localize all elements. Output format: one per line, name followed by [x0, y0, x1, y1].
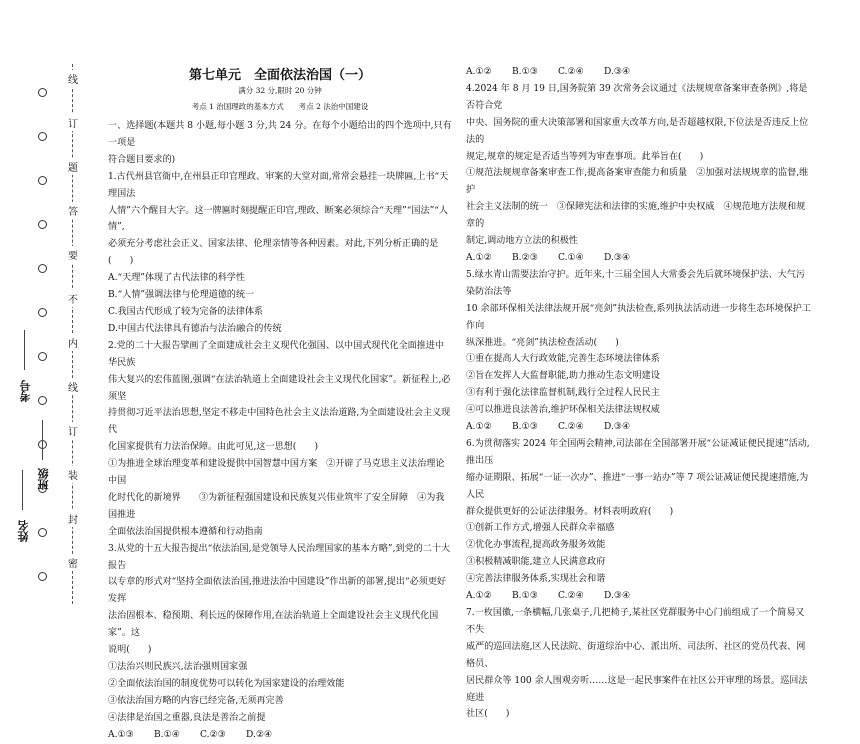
binding-hole: [38, 572, 47, 581]
text-line: 群众提供更好的公证法律服务。材料表明政府( ): [466, 506, 674, 517]
text-line: 6.为贯彻落实 2024 年全国两会精神,司法部在全国部署开展“公证减证便民提速”活动,推出压: [466, 438, 810, 466]
cut-word: 订: [68, 114, 78, 131]
text-line: 一、选择题(本题共 8 小题,每小题 3 分,共 24 分。在每个小题给出的四个选项中,只有一项是: [108, 121, 452, 148]
q6-options: [466, 588, 811, 605]
option: D.③④: [604, 252, 631, 263]
field-name: 姓名: [17, 520, 30, 542]
text-line: 制定,调动地方立法的积极性: [466, 236, 579, 247]
text-line: 伟大复兴的宏伟蓝图,强调“在法治轨道上全面建设社会主义现代化国家”。新征程上,必须坚: [108, 374, 451, 402]
text-line: 纵深推进。“亮剑”执法检查活动( ): [466, 337, 619, 348]
option: B.①③: [512, 67, 538, 77]
option: D.③④: [604, 591, 631, 602]
text-line: ①法治兴则民族兴,法治强则国家强: [108, 662, 248, 672]
text-line: 居民群众等 100 余人围观旁听……这是一起民事案件在社区公开审理的场景。巡回法庭进: [466, 675, 808, 703]
text-line: ①规范法规规章备案审查工作,提高备案审查能力和质量 ②加强对法规规章的监督,维护: [466, 168, 809, 196]
cut-word: 答: [68, 202, 78, 219]
cut-word: 订: [68, 422, 78, 439]
text-line: 中央、国务院的重大决策部署和国家重大改革方向,是否超越权限,下位法是否违反上位法的: [466, 117, 809, 145]
option: D.②④: [246, 729, 273, 740]
text-line: ③依法治国方略的内容已经完备,无须再完善: [108, 695, 284, 706]
cut-word: 要: [68, 246, 78, 263]
q3-options: [108, 727, 452, 744]
field-line: [42, 420, 43, 460]
text-line: ④完善法律服务体系,实现社会和谐: [466, 574, 606, 585]
text-line: 必须充分考虑社会正义、国家法律、伦理亲情等各种因素。对此,下列分析正确的是( ): [108, 239, 439, 267]
binding-hole: [38, 132, 47, 141]
option: B.②③: [512, 252, 538, 263]
binding-margin: [0, 0, 100, 608]
binding-hole: [38, 308, 47, 317]
text-line: 人情”六个醒目大字。这一牌匾时刻提醒正印官,理政、断案必须综合“天理”“国法”“人情”,: [108, 205, 448, 233]
cut-word: 题: [68, 158, 78, 175]
exam-points: 考点 1 治国理政的基本方式 考点 2 法治中国建设: [191, 102, 369, 111]
text-line: 3.从党的十五大报告提出“依法治国,是党领导人民治理国家的基本方略”,到党的二十大报告: [108, 543, 451, 571]
right-column: [466, 64, 811, 723]
option: C.①④: [558, 252, 584, 263]
option: C.②④: [558, 591, 584, 602]
text-line: 说明( ): [108, 645, 152, 656]
score-time: 满分 32 分,限时 20 分钟: [238, 86, 322, 95]
option: B.①③: [512, 591, 538, 602]
field-exam-number: 考号: [19, 380, 32, 402]
cut-word: 密: [68, 554, 78, 571]
field-class: 班级: [37, 468, 50, 490]
cut-word: 内: [68, 334, 78, 351]
option: A.①②: [466, 591, 492, 602]
binding-hole: [38, 528, 47, 537]
text-line: ①重在提高人大行政效能,完善生态环境法律体系: [466, 354, 660, 365]
text-line: A.“天理”体现了古代法律的科学性: [108, 273, 245, 284]
binding-hole: [38, 396, 47, 405]
field-line: [24, 330, 25, 370]
text-line: ③积极精减职能,建立人民满意政府: [466, 557, 606, 568]
cut-word: 线: [68, 70, 78, 87]
binding-hole: [38, 220, 47, 229]
text-line: ①创新工作方式,增强人民群众幸福感: [466, 523, 615, 534]
cut-word: 不: [68, 290, 78, 307]
text-line: 1.古代州县官衙中,在州县正印官理政、审案的大堂对面,常常会悬挂一块牌匾,上书“天理国法: [108, 171, 449, 199]
binding-hole: [38, 352, 47, 361]
text-line: 法治固根本、稳预期、利长远的保障作用,在法治轨道上全面建设社会主义现代化国家”。这: [108, 611, 439, 639]
text-line: C.我国古代形成了较为完备的法律体系: [108, 306, 264, 317]
text-line: 7.一枚国徽,一条横幅,几张桌子,几把椅子,某社区党群服务中心门前组成了一个简易又不失: [466, 608, 805, 635]
text-line: 10 余部环保相关法律法规开展“亮剑”执法检查,系列执法活动进一步将生态环境保护工作向: [466, 303, 811, 331]
text-line: 持贯彻习近平法治思想,坚定不移走中国特色社会主义法治道路,为全面建设社会主义现代: [108, 408, 451, 436]
text-line: ④可以推进良法善治,维护环保相关法律法规权威: [466, 405, 660, 416]
option: B.①④: [154, 729, 180, 740]
text-line: 以专章的形式对“坚持全面依法治国,推进法治中国建设”作出新的部署,提出“必须更好发挥: [108, 577, 447, 605]
field-line: [22, 470, 23, 510]
text-line: ④法律是治国之重器,良法是善治之前提: [108, 712, 266, 723]
text-line: 5.绿水青山需要法治守护。近年来,十三届全国人大常委会先后就环境保护法、大气污染防治法等: [466, 269, 805, 297]
option: C.②④: [558, 422, 584, 433]
text-line: 社会主义法制的统一 ③保障宪法和法律的实施,维护中央权威 ④规范地方法规和规章的: [466, 202, 806, 230]
text-line: ②旨在发挥人大监督职能,助力推动生态文明建设: [466, 371, 660, 382]
left-column: [108, 118, 452, 744]
text-line: 全面依法治国提供根本遵循和行动指南: [108, 526, 263, 537]
option: A.①②: [466, 67, 492, 77]
text-line: 缩办证期限、拓展“一证一次办”、推进“一事一站办”等 7 项公证减证便民提速措施,为人民: [466, 472, 809, 500]
text-line: B.“人情”强调法律与伦理道德的统一: [108, 290, 255, 301]
option: D.③④: [604, 422, 631, 433]
text-line: 威严的巡回法庭,区人民法院、街道综治中心、派出所、司法所、社区的党员代表、网格员、: [466, 641, 806, 669]
binding-hole: [38, 264, 47, 273]
page-title: 第七单元 全面依法治国（一）: [188, 68, 371, 83]
cut-word: 线: [68, 378, 78, 395]
text-line: 4.2024 年 8 月 19 日,国务院第 39 次常务会议通过《法规规章备案审查条例》,将是否符合党: [466, 83, 808, 111]
text-line: 化时代化的新境界 ③为新征程强国建设和民族复兴伟业筑牢了安全屏障 ④为我国推进: [108, 492, 445, 520]
text-line: 社区( ): [466, 709, 510, 720]
text-line: 化国家提供有力法治保障。由此可见,这一思想( ): [108, 442, 319, 453]
text-line: 规定,规章的规定是否适当等列为审查事项。此举旨在( ): [466, 151, 704, 162]
text-line: 符合题目要求的): [108, 154, 176, 165]
option: A.①②: [466, 252, 492, 263]
text-line: ②优化办事流程,提高政务服务效能: [466, 540, 606, 551]
option: A.①③: [108, 729, 134, 740]
binding-hole: [38, 88, 47, 97]
text-line: D.中国古代法律具有德治与法治融合的传统: [108, 323, 282, 334]
text-line: ①为推进全球治理变革和建设提供中国智慧中国方案 ②开辟了马克思主义法治理论中国: [108, 459, 445, 487]
text-line: 2.党的二十大报告擘画了全面建成社会主义现代化强国、以中国式现代化全面推进中华民族: [108, 340, 445, 368]
option: C.②③: [200, 729, 226, 740]
option: A.①②: [466, 422, 492, 433]
option: B.①③: [512, 422, 538, 433]
q5-options: [466, 419, 811, 436]
cut-word: 装: [68, 466, 78, 483]
text-line: ③有利于强化法律监督机制,践行全过程人民民主: [466, 388, 660, 399]
q7prev-options: [466, 64, 811, 81]
option: C.②④: [558, 67, 584, 77]
q4-options: [466, 250, 811, 267]
cut-word: 封: [68, 510, 78, 527]
binding-hole: [38, 176, 47, 185]
text-line: ②全面依法治国的制度优势可以转化为国家建设的治理效能: [108, 678, 345, 689]
option: D.③④: [604, 67, 631, 77]
